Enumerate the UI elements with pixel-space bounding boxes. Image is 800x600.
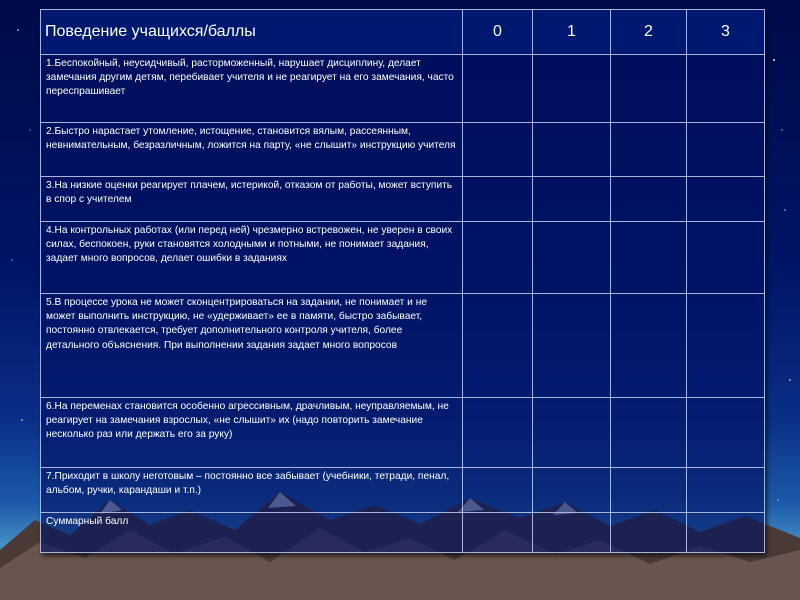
score-cell: [533, 222, 611, 294]
table-row: [41, 123, 765, 177]
score-cell: [463, 468, 533, 513]
score-cell: [533, 294, 611, 398]
criterion-cell: 7.Приходит в школу неготовым – постоянно все забывает (учебники, тетради, пенал, альбом, ручки, карандаши и т.п.): [41, 468, 463, 513]
score-cell: [687, 123, 765, 177]
score-cell: [687, 513, 765, 553]
criterion-cell: 3.На низкие оценки реагирует плачем, истерикой, отказом от работы, может вступить в спор с учителем: [41, 177, 463, 222]
criterion-cell: 1.Беспокойный, неусидчивый, расторможенный, нарушает дисциплину, делает замечания другим детям, перебивает учителя и не реагирует на его замечания, часто переспрашивает: [41, 55, 463, 123]
score-cell: [533, 123, 611, 177]
score-cell: [687, 398, 765, 468]
score-cell: [687, 294, 765, 398]
criterion-cell: 6.На переменах становится особенно агрессивным, драчливым, неуправляемым, не реагирует на замечания взрослых, «не слышит» их (надо повторить замечание несколько раз или держать его за руку): [41, 398, 463, 468]
score-cell: [463, 222, 533, 294]
total-score-row: [41, 513, 765, 553]
score-cell: [611, 123, 687, 177]
score-cell: [611, 513, 687, 553]
table-row: [41, 398, 765, 468]
score-cell: [533, 468, 611, 513]
score-cell: [463, 55, 533, 123]
score-cell: [611, 177, 687, 222]
score-cell: [463, 177, 533, 222]
score-cell: [687, 222, 765, 294]
score-cell: [611, 468, 687, 513]
criterion-cell: 2.Быстро нарастает утомление, истощение, становится вялым, рассеянным, невнимательным, безразличным, ложится на парту, «не слышит» инструкцию учителя: [41, 123, 463, 177]
table-row: [41, 55, 765, 123]
header-score-3: 3: [687, 10, 765, 55]
criterion-cell: 4.На контрольных работах (или перед ней) чрезмерно встревожен, не уверен в своих силах, беспокоен, руки становятся холодными и потными, не понимает задания, задает много вопросов, делает ошибки в заданиях: [41, 222, 463, 294]
score-cell: [687, 468, 765, 513]
table-row: [41, 294, 765, 398]
criterion-cell: 5.В процессе урока не может сконцентрироваться на задании, не понимает и не может выполнить инструкцию, не «удерживает» ее в памяти, быстро забывает, постоянно отвлекается, требует дополнительного контроля учителя, более детального объяснения. При выполнении задания задает много вопросов: [41, 294, 463, 398]
score-cell: [611, 55, 687, 123]
table-header-row: [41, 10, 765, 55]
table-row: [41, 468, 765, 513]
header-score-1: 1: [533, 10, 611, 55]
score-cell: [463, 123, 533, 177]
score-cell: [611, 222, 687, 294]
header-score-0: 0: [463, 10, 533, 55]
score-cell: [463, 294, 533, 398]
header-behavior-column: Поведение учащихся/баллы: [41, 10, 463, 55]
score-cell: [533, 177, 611, 222]
score-cell: [533, 513, 611, 553]
behavior-score-table: [40, 9, 765, 553]
score-cell: [533, 55, 611, 123]
total-score-label: Суммарный балл: [41, 513, 463, 553]
header-score-2: 2: [611, 10, 687, 55]
score-cell: [611, 398, 687, 468]
table-row: [41, 177, 765, 222]
score-cell: [533, 398, 611, 468]
score-cell: [611, 294, 687, 398]
score-cell: [463, 513, 533, 553]
score-cell: [463, 398, 533, 468]
score-cell: [687, 55, 765, 123]
table-row: [41, 222, 765, 294]
score-cell: [687, 177, 765, 222]
